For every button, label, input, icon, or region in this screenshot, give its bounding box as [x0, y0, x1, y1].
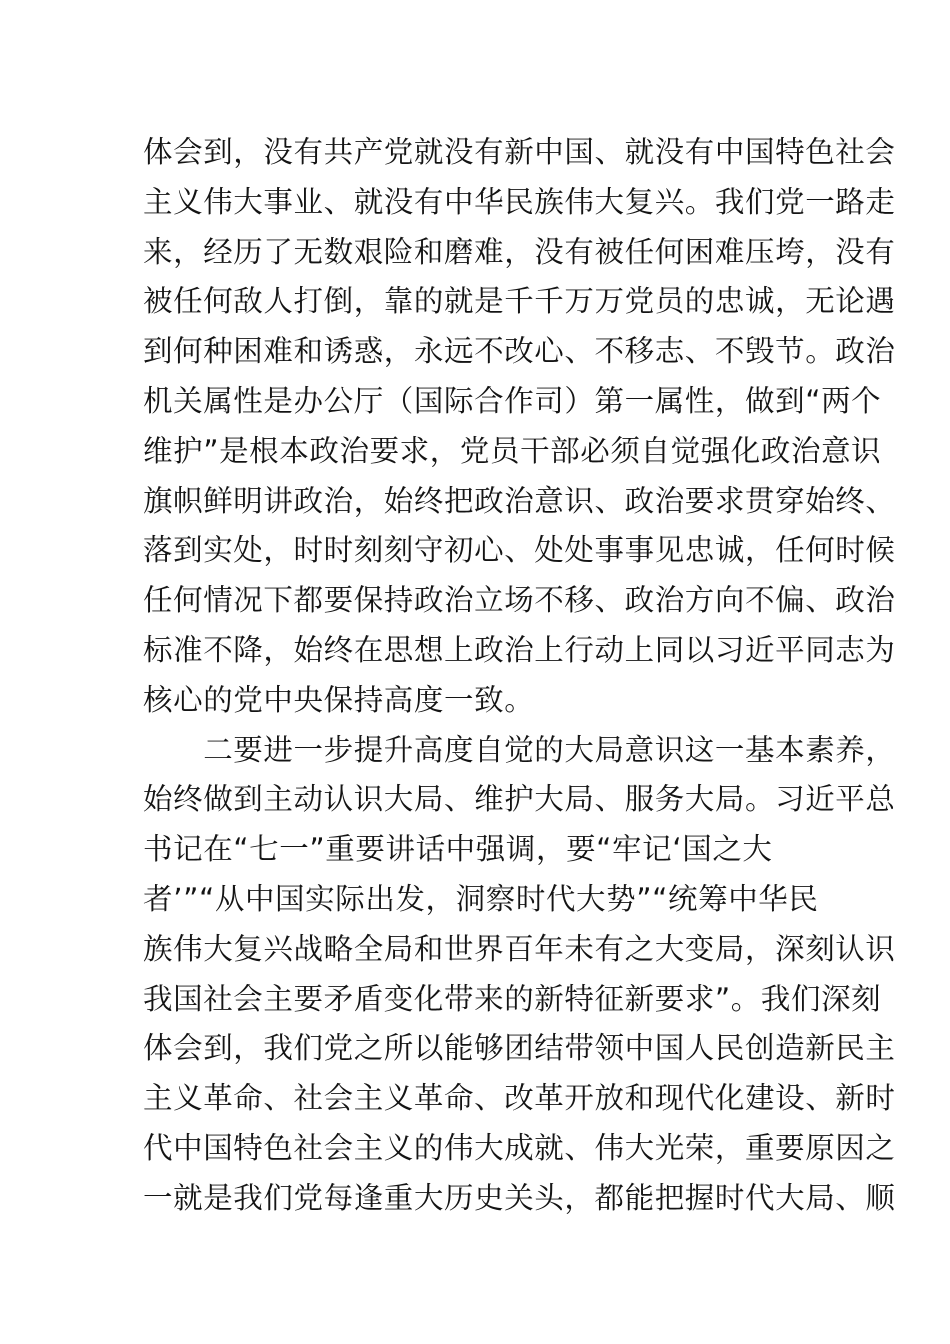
text-line: 旗帜鲜明讲政治，始终把政治意识、政治要求贯穿始终、 — [143, 483, 896, 518]
text-line: 机关属性是办公厅（国际合作司）第一属性，做到“两个 — [143, 383, 882, 418]
text-line: 体会到，没有共产党就没有新中国、就没有中国特色社会 — [143, 135, 896, 169]
text-line: 任何情况下都要保持政治立场不移、政治方向不偏、政治 — [143, 583, 896, 618]
text-line: 主义伟大事业、就没有中华民族伟大复兴。我们党一路走 — [143, 184, 896, 219]
text-line: 者’”“从中国实际出发，洞察时代大势”“统筹中华民 — [143, 881, 819, 916]
text-line: 始终做到主动认识大局、维护大局、服务大局。习近平总 — [143, 782, 896, 817]
text-line: 我国社会主要矛盾变化带来的新特征新要求”。我们深刻 — [143, 981, 882, 1016]
body-text — [143, 128, 896, 1224]
text-line: 到何种困难和诱惑，永远不改心、不移志、不毁节。政治 — [143, 334, 896, 369]
text-line: 维护”是根本政治要求，党员干部必须自觉强化政治意识 — [143, 433, 882, 468]
text-line: 落到实处，时时刻刻守初心、处处事事见忠诚，任何时候 — [143, 533, 896, 568]
text-line: 族伟大复兴战略全局和世界百年未有之大变局，深刻认识 — [143, 931, 896, 966]
text-line: 代中国特色社会主义的伟大成就、伟大光荣，重要原因之 — [143, 1130, 896, 1165]
text-line: 来，经历了无数艰险和磨难，没有被任何困难压垮，没有 — [143, 234, 896, 269]
paragraph-start-line: 二要进一步提升高度自觉的大局意识这一基本素养， — [143, 732, 896, 767]
text-line: 书记在“七一”重要讲话中强调，要“牢记‘国之大 — [143, 832, 773, 867]
text-line: 被任何敌人打倒，靠的就是千千万万党员的忠诚，无论遇 — [143, 284, 896, 319]
text-line: 体会到，我们党之所以能够团结带领中国人民创造新民主 — [143, 1031, 896, 1066]
text-line: 核心的党中央保持高度一致。 — [143, 682, 535, 717]
text-line: 标准不降，始终在思想上政治上行动上同以习近平同志为 — [143, 632, 896, 667]
text-line: 一就是我们党每逢重大历史关头，都能把握时代大局、顺 — [143, 1180, 896, 1215]
text-line: 主义革命、社会主义革命、改革开放和现代化建设、新时 — [143, 1081, 896, 1116]
